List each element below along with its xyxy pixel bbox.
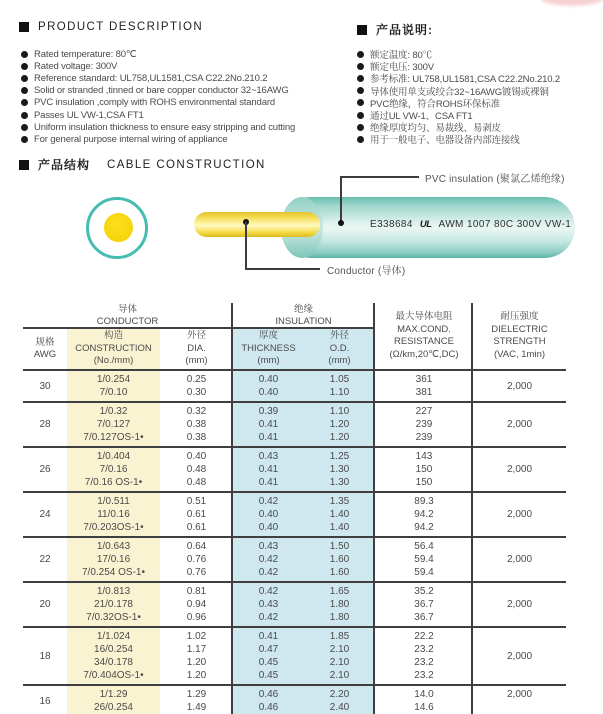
bullet-text: Passes UL VW-1,CSA FT1 bbox=[34, 109, 144, 121]
conductor-illustration bbox=[194, 212, 320, 237]
od-cell: 1.35 1.40 1.40 bbox=[329, 496, 350, 533]
od-cell: 1.10 1.20 1.20 bbox=[329, 406, 350, 443]
resistance-cell: 143 150 150 bbox=[415, 451, 433, 488]
od-cell: 1.25 1.30 1.30 bbox=[329, 451, 350, 488]
insulation-callout-dot bbox=[338, 220, 344, 226]
resistance-cell: 56.4 59.4 59.4 bbox=[414, 541, 434, 578]
table-divider bbox=[471, 303, 473, 714]
product-description-zh-heading bbox=[357, 21, 433, 38]
bullet-text: 绝缘厚度均匀、易裁线、易剥皮 bbox=[370, 123, 501, 135]
insulation-group-header: 绝缘 INSULATION bbox=[275, 304, 332, 327]
bullet-icon bbox=[357, 51, 364, 58]
bullet-icon bbox=[357, 63, 364, 70]
table-row bbox=[23, 628, 566, 686]
bullet-icon bbox=[357, 75, 364, 82]
dia-cell: 0.32 0.38 0.38 bbox=[186, 406, 207, 443]
resistance-cell: 22.2 23.2 23.2 23.2 bbox=[414, 631, 434, 681]
list-item bbox=[21, 60, 295, 72]
awg-cell: 26 bbox=[39, 464, 51, 475]
od-cell: 1.65 1.80 1.80 bbox=[329, 586, 350, 623]
table-row bbox=[23, 583, 566, 628]
table-row bbox=[23, 371, 566, 403]
awg-cell: 22 bbox=[39, 554, 51, 565]
bullet-icon bbox=[21, 136, 28, 143]
product-description-zh-title: 产品说明: bbox=[376, 23, 433, 37]
bullet-icon bbox=[357, 124, 364, 131]
table-row bbox=[23, 686, 566, 714]
table-body bbox=[23, 371, 566, 714]
thickness-cell: 0.40 0.40 bbox=[258, 374, 279, 398]
cable-print-text bbox=[370, 219, 571, 230]
bullet-text: Rated temperature: 80℃ bbox=[34, 48, 137, 60]
od-cell: 2.20 2.40 bbox=[329, 689, 350, 713]
dielectric-cell: 2,000 bbox=[506, 689, 533, 700]
dielectric-cell: 2,000 bbox=[506, 509, 533, 520]
resistance-cell: 14.0 14.6 bbox=[414, 689, 434, 713]
column-header-od: 外径 O.D. (mm) bbox=[328, 330, 351, 367]
bullet-icon bbox=[357, 87, 364, 94]
table-row bbox=[23, 403, 566, 448]
thickness-cell: 0.43 0.42 0.42 bbox=[258, 541, 279, 578]
cable-construction-heading bbox=[19, 156, 266, 173]
thickness-cell: 0.42 0.43 0.42 bbox=[258, 586, 279, 623]
construction-title-zh: 产品结构 bbox=[38, 158, 91, 172]
dia-cell: 0.25 0.30 bbox=[186, 374, 207, 398]
bullet-text: PVC绝缘，符合ROHS环保标准 bbox=[370, 98, 501, 110]
construction-cell: 1/1.024 16/0.254 34/0.178 7/0.404OS-1• bbox=[83, 631, 144, 681]
dia-cell: 0.40 0.48 0.48 bbox=[186, 451, 207, 488]
dia-cell: 1.02 1.17 1.20 1.20 bbox=[186, 631, 207, 681]
column-header-dielectric: 耐压强度 DIELECTRIC STRENGTH (VAC, 1min) bbox=[491, 311, 548, 360]
list-item bbox=[21, 109, 295, 121]
bullet-text: 额定电压: 300V bbox=[370, 62, 434, 74]
dia-cell: 0.64 0.76 0.76 bbox=[186, 541, 207, 578]
bullet-text: For general purpose internal wiring of appliance bbox=[34, 133, 228, 145]
construction-cell: 1/0.32 7/0.127 7/0.127OS-1• bbox=[83, 406, 144, 443]
bullet-icon bbox=[21, 63, 28, 70]
bullet-icon bbox=[21, 87, 28, 94]
awg-cell: 18 bbox=[39, 650, 51, 662]
dielectric-cell: 2,000 bbox=[506, 599, 533, 610]
column-header-thickness: 厚度 THICKNESS (mm) bbox=[241, 330, 296, 367]
bullet-icon bbox=[357, 99, 364, 106]
dielectric-cell: 2,000 bbox=[506, 554, 533, 565]
awg-cell: 30 bbox=[39, 380, 51, 392]
awg-cell: 24 bbox=[39, 509, 51, 520]
bullet-icon bbox=[357, 136, 364, 143]
list-item bbox=[21, 48, 295, 60]
construction-title-en: CABLE CONSTRUCTION bbox=[107, 158, 266, 171]
resistance-cell: 361 381 bbox=[415, 374, 433, 398]
cable-rating-text: AWM 1007 80C 300V VW-1 bbox=[438, 219, 572, 230]
conductor-callout-line bbox=[245, 222, 247, 269]
bullet-icon bbox=[21, 51, 28, 58]
bullet-text: 通过UL VW-1、CSA FT1 bbox=[370, 111, 473, 123]
product-description-heading bbox=[19, 21, 203, 33]
column-header-dia: 外径 DIA. (mm) bbox=[185, 330, 208, 367]
bullet-text: 导体使用单支或绞合32~16AWG镀锡或裸铜 bbox=[370, 86, 549, 98]
resistance-cell: 227 239 239 bbox=[415, 406, 433, 443]
construction-cell: 1/0.404 7/0.16 7/0.16 OS-1• bbox=[84, 451, 143, 488]
thickness-cell: 0.43 0.41 0.41 bbox=[258, 451, 279, 488]
table-header bbox=[23, 303, 566, 371]
column-header-resistance: 最大导体电阻 MAX.COND. RESISTANCE (Ω/km,20℃,DC) bbox=[389, 311, 459, 360]
dielectric-cell: 2,000 bbox=[506, 419, 533, 430]
product-description-title: PRODUCT DESCRIPTION bbox=[38, 21, 204, 33]
bullet-icon bbox=[21, 124, 28, 131]
bullet-icon bbox=[21, 99, 28, 106]
square-bullet-icon bbox=[19, 160, 29, 170]
od-cell: 1.05 1.10 bbox=[329, 374, 350, 398]
list-item bbox=[21, 85, 295, 97]
description-list-en bbox=[21, 48, 295, 146]
ul-file-number: E338684 bbox=[370, 219, 413, 230]
bullet-text: Uniform insulation thickness to ensure easy stripping and cutting bbox=[34, 121, 296, 133]
bullet-icon bbox=[21, 75, 28, 82]
table-row bbox=[23, 538, 566, 583]
awg-cell: 16 bbox=[39, 695, 51, 707]
specification-table bbox=[23, 303, 566, 714]
bullet-text: Solid or stranded ,tinned or bare copper conductor 32~16AWG bbox=[34, 85, 289, 97]
conductor-callout-label: Conductor (导体) bbox=[327, 266, 406, 277]
bullet-text: PVC insulation ,comply with ROHS environmental standard bbox=[34, 97, 275, 109]
list-item bbox=[21, 133, 295, 145]
insulation-callout-line bbox=[340, 176, 419, 178]
table-row bbox=[23, 493, 566, 538]
ul-logo-icon: UL bbox=[419, 219, 432, 230]
construction-cell: 1/0.511 11/0.16 7/0.203OS-1• bbox=[83, 496, 144, 533]
conductor-cross-section-icon bbox=[104, 213, 133, 242]
table-divider bbox=[231, 303, 233, 714]
conductor-callout-line bbox=[245, 268, 320, 270]
insulation-callout-line bbox=[340, 176, 342, 223]
resistance-cell: 89.3 94.2 94.2 bbox=[414, 496, 434, 533]
awg-cell: 20 bbox=[39, 599, 51, 610]
construction-cell: 1/0.643 17/0.16 7/0.254 OS-1• bbox=[82, 541, 145, 578]
od-cell: 1.85 2.10 2.10 2.10 bbox=[329, 631, 350, 681]
dielectric-cell: 2,000 bbox=[506, 464, 533, 475]
list-item bbox=[357, 133, 560, 145]
table-row bbox=[23, 448, 566, 493]
dia-cell: 1.29 1.49 bbox=[186, 689, 207, 713]
bullet-text: Rated voltage: 300V bbox=[34, 60, 118, 72]
dielectric-cell: 2,000 bbox=[506, 380, 533, 392]
column-header-construction: 构造 CONSTRUCTION (No./mm) bbox=[75, 330, 152, 367]
bullet-icon bbox=[21, 112, 28, 119]
resistance-cell: 35.2 36.7 36.7 bbox=[414, 586, 434, 623]
construction-cell: 1/0.254 7/0.10 bbox=[96, 374, 131, 398]
dia-cell: 0.51 0.61 0.61 bbox=[186, 496, 207, 533]
list-item bbox=[21, 121, 295, 133]
bullet-text: Reference standard: UL758,UL1581,CSA C22.2No.210.2 bbox=[34, 72, 268, 84]
list-item bbox=[21, 97, 295, 109]
bullet-text: 参考标准: UL758,UL1581,CSA C22.2No.210.2 bbox=[370, 74, 560, 86]
table-divider bbox=[373, 303, 375, 714]
bullet-text: 额定温度: 80℃ bbox=[370, 50, 432, 62]
thickness-cell: 0.39 0.41 0.41 bbox=[258, 406, 279, 443]
bullet-icon bbox=[357, 112, 364, 119]
construction-cell: 1/0.813 21/0.178 7/0.32OS-1• bbox=[86, 586, 141, 623]
awg-cell: 28 bbox=[39, 419, 51, 430]
description-list-zh bbox=[357, 48, 560, 146]
logo-fragment bbox=[541, 0, 603, 6]
construction-cell: 1/1.29 26/0.254 bbox=[94, 689, 133, 713]
od-cell: 1.50 1.60 1.60 bbox=[329, 541, 350, 578]
square-bullet-icon bbox=[19, 22, 29, 32]
thickness-cell: 0.42 0.40 0.40 bbox=[258, 496, 279, 533]
dielectric-cell: 2,000 bbox=[506, 650, 533, 662]
list-item bbox=[21, 72, 295, 84]
thickness-cell: 0.46 0.46 bbox=[258, 689, 279, 713]
bullet-text: 用于一般电子、电器设备内部连接线 bbox=[370, 135, 520, 147]
insulation-callout-label: PVC insulation (聚氯乙烯绝缘) bbox=[425, 174, 565, 185]
column-header-awg: 规格 AWG bbox=[33, 336, 57, 360]
conductor-group-header: 导体 CONDUCTOR bbox=[96, 304, 159, 327]
dia-cell: 0.81 0.94 0.96 bbox=[186, 586, 207, 623]
thickness-cell: 0.41 0.47 0.45 0.45 bbox=[258, 631, 279, 681]
square-bullet-icon bbox=[357, 25, 367, 35]
